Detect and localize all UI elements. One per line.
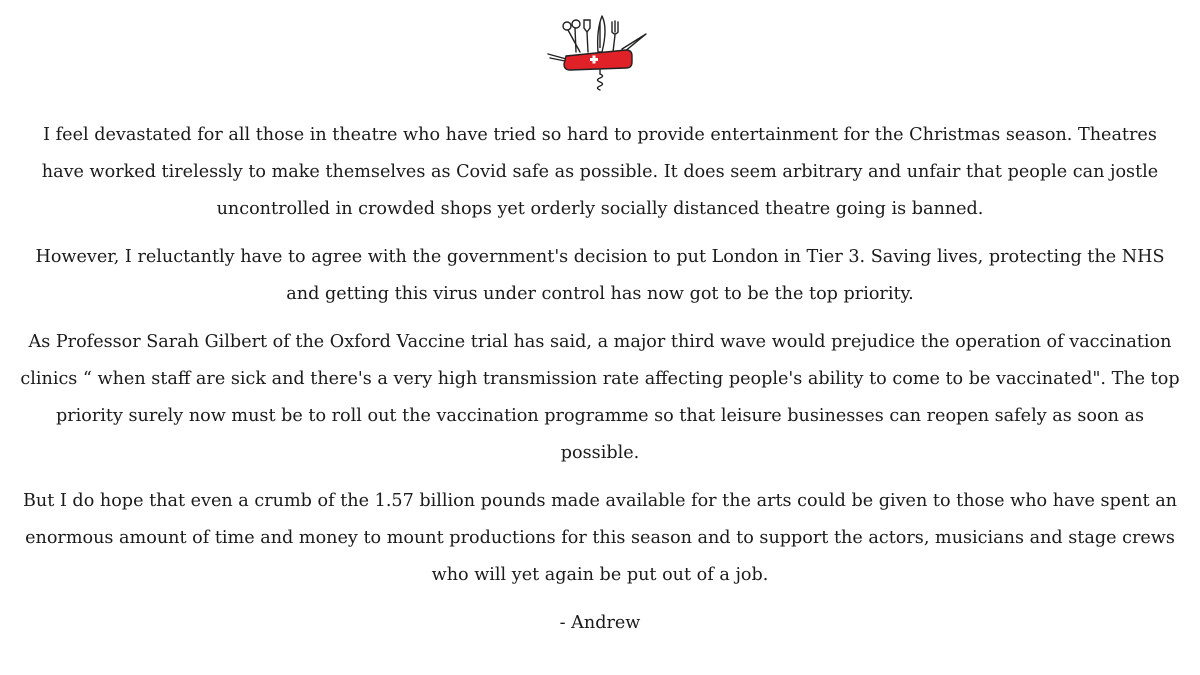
letter-body [0, 117, 1200, 642]
paragraph-1: I feel devastated for all those in theatre who have tried so hard to provide entertainment for the Christmas season. Theatres have worked tirelessly to make themselves as Covid safe as possible. It does seem arbitrary and unfair that people can jostle uncontrolled in crowded shops yet orderly socially distanced theatre going is banned. [41, 125, 1159, 219]
paragraph-2: However, I reluctantly have to agree with the government's decision to put London in Tier 3. Saving lives, protecting the NHS and getting this virus under control has now got to be the top priority. [35, 247, 1165, 304]
paragraph-3: As Professor Sarah Gilbert of the Oxford Vaccine trial has said, a major third wave would prejudice the operation of vaccination clinics “ when staff are sick and there's a very high transmission rate affecting people's ability to come to be vaccinated". The top priority surely now must be to roll out the vaccination programme so that leisure businesses can reopen safely as soon as possible. [20, 332, 1180, 463]
paragraph-4: But I do hope that even a crumb of the 1.57 billion pounds made available for the arts could be given to those who have spent an enormous amount of time and money to mount productions for this season and to support the actors, musicians and stage crews who will yet again be put out of a job. [22, 491, 1178, 585]
swiss-army-knife-icon [546, 14, 654, 94]
signature: - Andrew [559, 613, 641, 633]
